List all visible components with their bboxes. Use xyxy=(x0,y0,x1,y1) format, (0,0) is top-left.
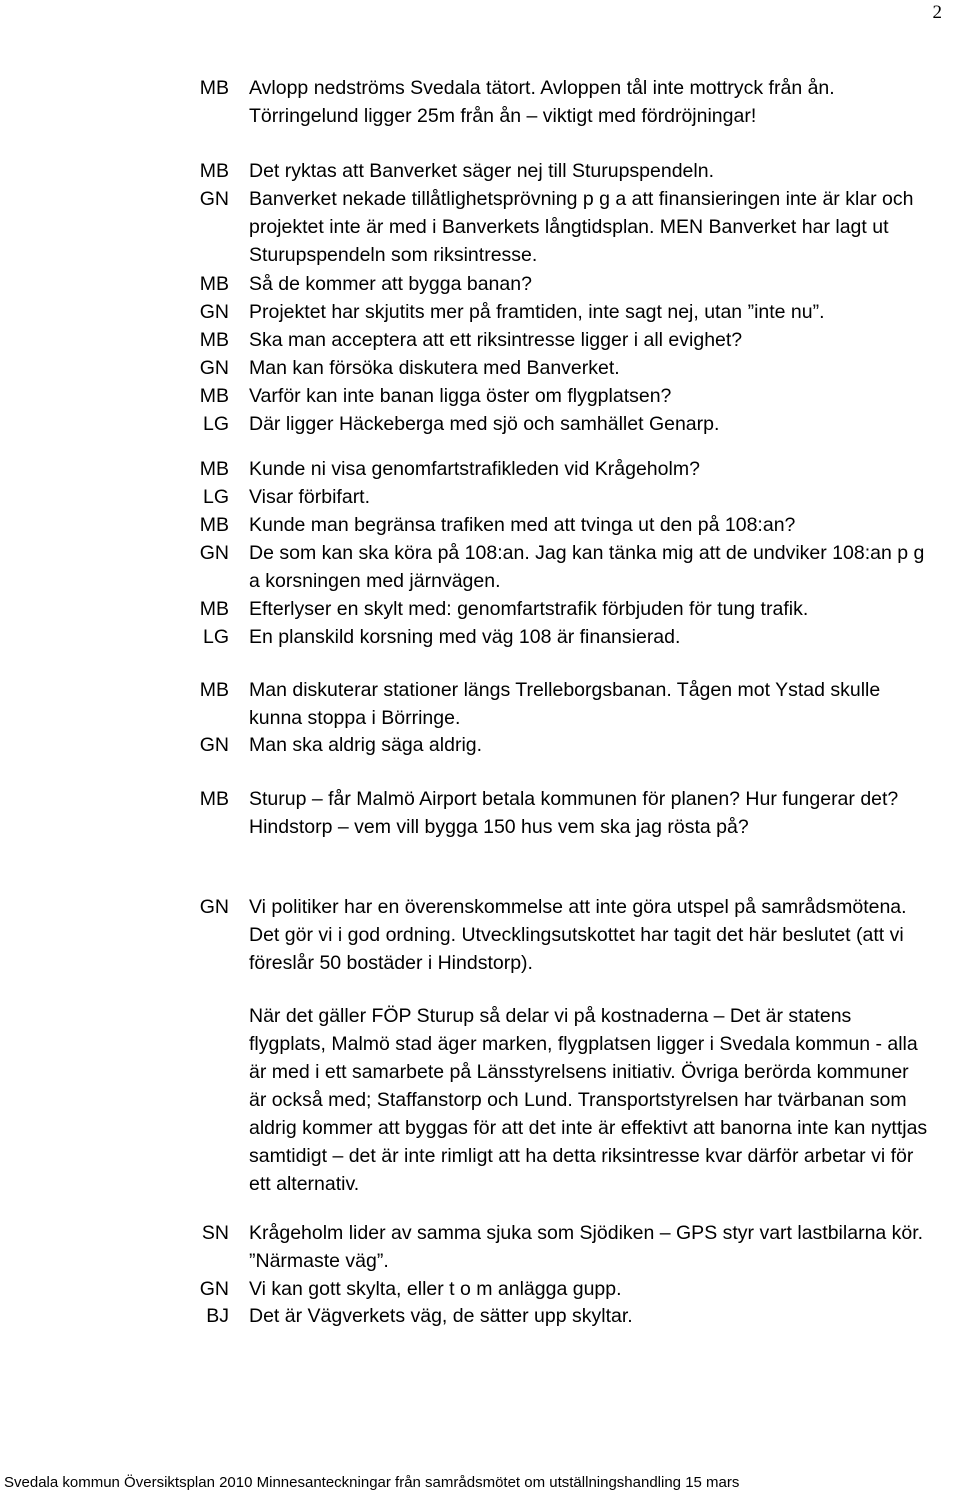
entry xyxy=(0,455,960,483)
speaker-label: GN xyxy=(199,1278,229,1300)
entry xyxy=(0,270,960,298)
entry xyxy=(0,157,960,185)
speaker-label: MB xyxy=(199,160,229,182)
entry xyxy=(0,1302,960,1330)
speaker-label: LG xyxy=(202,413,229,435)
speaker-label: MB xyxy=(199,77,229,99)
entry-text: Efterlyser en skylt med: genomfartstrafik förbjuden för tung trafik. xyxy=(249,598,809,620)
entry xyxy=(0,893,960,977)
speaker-label: MB xyxy=(199,679,229,701)
speaker-label: GN xyxy=(199,188,229,210)
entry-text: Sturup – får Malmö Airport betala kommunen för planen? Hur fungerar det? Hindstorp – vem vill bygga 150 hus vem ska jag rösta på? xyxy=(249,788,899,838)
entry-text: Projektet har skjutits mer på framtiden, inte sagt nej, utan ”inte nu”. xyxy=(249,301,825,323)
speaker-label: GN xyxy=(199,734,229,756)
entry-text: Kunde ni visa genomfartstrafikleden vid Krågeholm? xyxy=(249,458,700,480)
entry xyxy=(0,354,960,382)
entry-text: Visar förbifart. xyxy=(249,486,371,508)
entry xyxy=(0,410,960,438)
speaker-label: MB xyxy=(199,273,229,295)
entry-text: Krågeholm lider av samma sjuka som Sjödiken – GPS styr vart lastbilarna kör. ”Närmaste väg”. xyxy=(249,1222,924,1272)
entry-text: När det gäller FÖP Sturup så delar vi på kostnaderna – Det är statens flygplats, Malmö stad äger marken, flygplatsen ligger i Svedala kommun - alla är med i ett samarbete på Länsstyrelsens initiativ. Övriga berörda kommuner är också med; Staffanstorp och Lund. Transportstyrelsen har tvärbanan som aldrig kommer att byggas för att det inte är effektivt att banorna inte kan nyttjas samtidigt – det är inte rimligt att ha detta riksintresse kvar därför arbetar vi för ett alternativ. xyxy=(249,1005,928,1195)
entry-text: Där ligger Häckeberga med sjö och samhället Genarp. xyxy=(249,413,720,435)
entry-text: Ska man acceptera att ett riksintresse ligger i all evighet? xyxy=(249,329,743,351)
entry-text: Det ryktas att Banverket säger nej till Sturupspendeln. xyxy=(249,160,714,182)
entry-text: En planskild korsning med väg 108 är finansierad. xyxy=(249,626,681,648)
speaker-label: SN xyxy=(201,1222,229,1244)
entry-text: De som kan ska köra på 108:an. Jag kan tänka mig att de undviker 108:an p g a korsningen med järnvägen. xyxy=(249,542,925,592)
entry xyxy=(0,185,960,269)
speaker-label: MB xyxy=(199,598,229,620)
entry xyxy=(0,511,960,539)
speaker-label: MB xyxy=(199,458,229,480)
speaker-label: GN xyxy=(199,896,229,918)
entry-text: Banverket nekade tillåtlighetsprövning p g a att finansieringen inte är klar och projektet inte är med i Banverkets långtidsplan. MEN Banverket har lagt ut Sturupspendeln som riksintresse. xyxy=(249,188,914,266)
entry-text: Vi politiker har en överenskommelse att inte göra utspel på samrådsmötena. Det gör vi i god ordning. Utvecklingsutskottet har tagit det här beslutet (att vi föreslår 50 bostäder i Hindstorp). xyxy=(249,896,907,974)
speaker-label: BJ xyxy=(206,1305,229,1327)
page-number: 2 xyxy=(932,2,942,23)
speaker-label: LG xyxy=(202,486,229,508)
entry xyxy=(0,1002,960,1198)
entry xyxy=(0,676,960,732)
entry xyxy=(0,623,960,651)
entry xyxy=(0,595,960,623)
entry xyxy=(0,298,960,326)
footer: Svedala kommun Översiktsplan 2010 Minnesanteckningar från samrådsmötet om utställningshandling 15 mars xyxy=(4,1474,740,1491)
entry xyxy=(0,1219,960,1275)
entry-text: Varför kan inte banan ligga öster om flygplatsen? xyxy=(249,385,672,407)
speaker-label: GN xyxy=(199,542,229,564)
entry-text: Det är Vägverkets väg, de sätter upp skyltar. xyxy=(249,1305,633,1327)
entry-text: Avlopp nedströms Svedala tätort. Avloppen tål inte mottryck från ån. Törringelund ligger 25m från ån – viktigt med fördröjningar! xyxy=(249,77,835,127)
entry xyxy=(0,326,960,354)
speaker-label: MB xyxy=(199,788,229,810)
entry-text: Man diskuterar stationer längs Trelleborgsbanan. Tågen mot Ystad skulle kunna stoppa i Börringe. xyxy=(249,679,881,729)
speaker-label: MB xyxy=(199,329,229,351)
speaker-label: GN xyxy=(199,357,229,379)
speaker-label: MB xyxy=(199,385,229,407)
entry xyxy=(0,785,960,841)
entry xyxy=(0,539,960,595)
speaker-label: GN xyxy=(199,301,229,323)
entry xyxy=(0,731,960,759)
entry xyxy=(0,483,960,511)
entry-text: Man ska aldrig säga aldrig. xyxy=(249,734,483,756)
entry xyxy=(0,74,960,130)
entry-text: Man kan försöka diskutera med Banverket. xyxy=(249,357,620,379)
entry xyxy=(0,1275,960,1303)
speaker-label: MB xyxy=(199,514,229,536)
entry-text: Vi kan gott skylta, eller t o m anlägga gupp. xyxy=(249,1278,622,1300)
entry-text: Så de kommer att bygga banan? xyxy=(249,273,532,295)
entry xyxy=(0,382,960,410)
entry-text: Kunde man begränsa trafiken med att tvinga ut den på 108:an? xyxy=(249,514,796,536)
speaker-label: LG xyxy=(202,626,229,648)
